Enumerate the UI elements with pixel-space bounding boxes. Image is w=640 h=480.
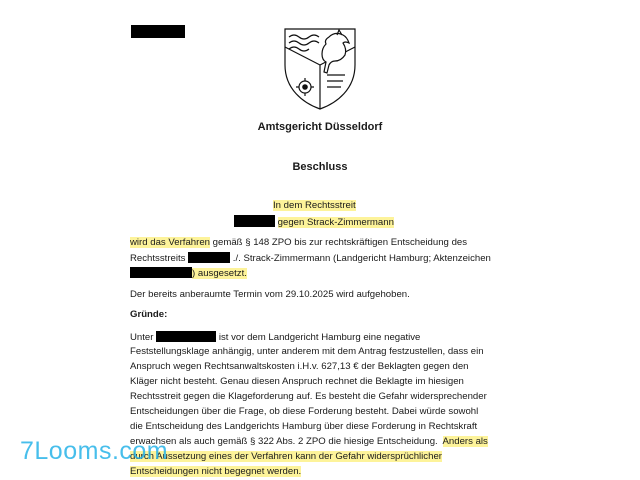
gruende-line-9 (130, 451, 442, 462)
tenor-highlight: ) ausgesetzt. (192, 268, 247, 279)
tenor-text: ./. Strack-Zimmermann (Landgericht Hamburg; Aktenzeichen (232, 253, 491, 264)
gruende-line-2: Feststellungsklage anhängig, unter anderem mit dem Antrag festzustellen, dass ein (130, 346, 484, 357)
gruende-heading: Gründe: (130, 309, 168, 320)
tenor-text: Rechtsstreits (130, 253, 186, 264)
gruende-line-1 (130, 331, 420, 343)
caption-highlight: In dem Rechtsstreit (273, 200, 356, 211)
tenor-line-2 (130, 252, 491, 264)
court-name: Amtsgericht Düsseldorf (257, 121, 383, 133)
document-title: Beschluss (292, 161, 348, 173)
caption-line-1 (273, 200, 356, 211)
gruende-line-10 (130, 466, 301, 477)
redaction-bar (156, 331, 216, 342)
watermark-logo: 7Looms.com (20, 437, 169, 465)
gruende-highlight: Anders als (442, 436, 488, 447)
caption-highlight: gegen Strack-Zimmermann (277, 217, 394, 228)
gruende-line-3: Anspruch wegen Rechtsanwaltskosten i.H.v. 627,13 € der Beklagten gegen den (130, 361, 469, 372)
caption-line-2 (234, 215, 394, 228)
redaction-bar (188, 252, 230, 263)
gruende-line-6: Entscheidungen über die Frage, ob diese Forderung besteht. Dabei würde sowohl (130, 406, 479, 417)
tenor-line-3 (130, 267, 247, 279)
gruende-highlight: durch Aussetzung eines der Verfahren kann der Gefahr widersprüchlicher (130, 451, 442, 462)
gruende-line-5: Rechtsstreit gegen die Klageforderung auf. Es besteht die Gefahr widersprechender (130, 391, 487, 402)
gruende-line-8 (130, 436, 488, 447)
gruende-line-4: Kläger nicht besteht. Genau diesen Anspruch rechnet die Beklagte im hiesigen (130, 376, 464, 387)
gruende-highlight: Entscheidungen nicht begegnet werden. (130, 466, 302, 477)
gruende-text: ist vor dem Landgericht Hamburg eine negative (218, 332, 421, 343)
redaction-bar (234, 215, 275, 227)
tenor-highlight: wird das Verfahren (130, 237, 210, 248)
termin-text: Der bereits anberaumte Termin vom 29.10.2025 wird aufgehoben. (130, 289, 410, 300)
gruende-line-7: die Entscheidung des Landgerichts Hamburg über diese Forderung in Rechtskraft (130, 421, 478, 432)
tenor-text: gemäß § 148 ZPO bis zur rechtskräftigen Entscheidung des (210, 237, 468, 248)
gruende-text: erwachsen als auch gemäß § 322 Abs. 2 ZPO die hiesige Entscheidung. (130, 436, 443, 447)
redaction-bar (130, 267, 192, 278)
nrw-coat-of-arms-icon (281, 25, 359, 111)
gruende-text: Unter (130, 332, 154, 343)
tenor-line-1 (130, 237, 467, 248)
redaction-bar (131, 25, 185, 38)
